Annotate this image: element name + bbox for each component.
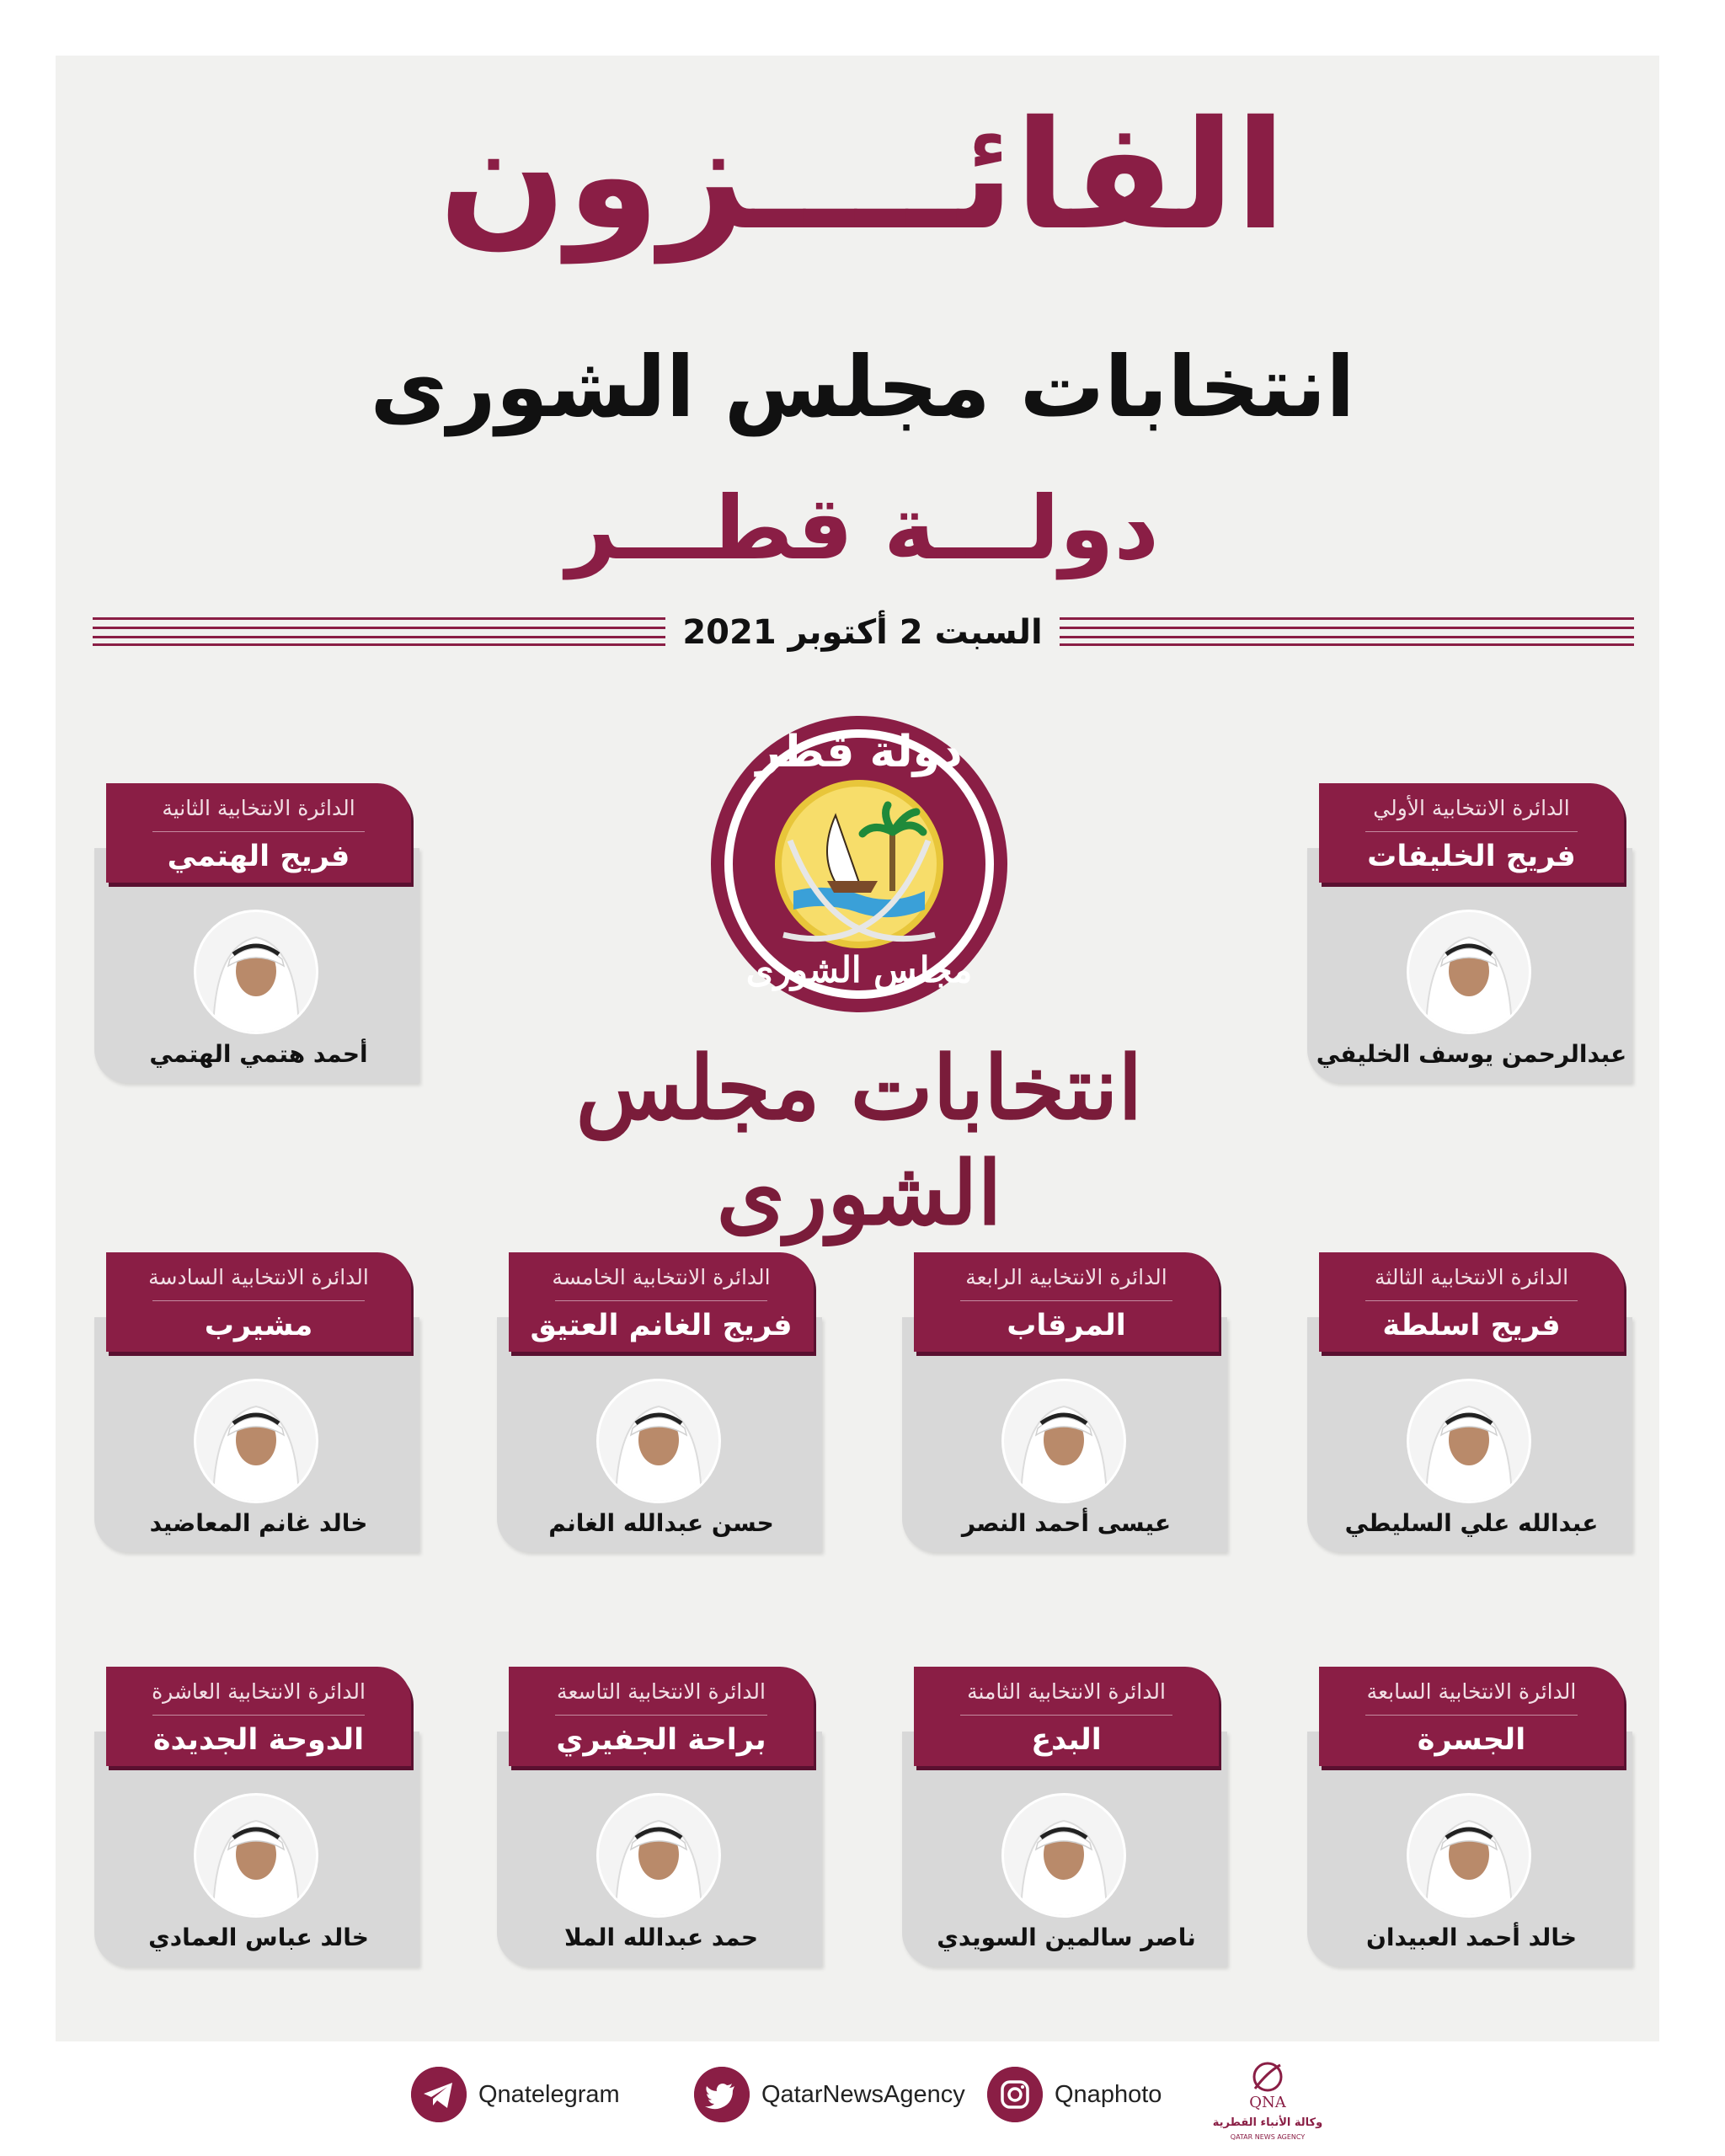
person-photo-icon <box>196 1796 316 1915</box>
winner-name: ناصر سالمين السويدي <box>937 1924 1196 1951</box>
telegram-handle: Qnatelegram <box>478 2080 620 2108</box>
area-name: الدوحة الجديدة <box>152 1723 365 1757</box>
country-title: دولـــة قطـــر <box>566 477 1159 579</box>
area-name: فريج الخليفات <box>1367 840 1576 873</box>
area-name: مشيرب <box>204 1309 313 1342</box>
winner-card <box>497 1252 825 1556</box>
election-date: السبت 2 أكتوبر 2021 <box>665 609 1059 656</box>
avatar <box>194 1379 318 1503</box>
winner-card <box>1307 1667 1636 1970</box>
winner-name: عبدالرحمن يوسف الخليفي <box>1316 1040 1627 1068</box>
header-divider <box>960 1715 1172 1716</box>
winner-card <box>1307 783 1636 1086</box>
header-divider <box>152 1715 365 1716</box>
area-name: فريج اسلطة <box>1382 1309 1561 1342</box>
area-name: البدع <box>1031 1723 1102 1757</box>
card-header <box>1319 1252 1624 1352</box>
calligraphy-title: انتخابات مجلس الشورى <box>575 1036 1143 1245</box>
winner-card <box>94 1252 423 1556</box>
card-header <box>509 1667 814 1766</box>
district-label: الدائرة الانتخابية الثالثة <box>1374 1265 1569 1289</box>
qna-arabic-text: وكالة الأنباء القطرية <box>1213 2116 1322 2129</box>
avatar <box>1407 1793 1531 1918</box>
qna-logo <box>1213 2055 1322 2148</box>
avatar <box>1407 910 1531 1034</box>
header-divider <box>152 1300 365 1301</box>
card-header <box>106 1252 411 1352</box>
card-header <box>1319 1667 1624 1766</box>
winner-card <box>94 1667 423 1970</box>
winner-name: خالد أحمد العبيدان <box>1365 1924 1578 1951</box>
person-photo-icon <box>1004 1381 1124 1501</box>
card-header <box>106 1667 411 1766</box>
winner-card <box>94 783 423 1086</box>
instagram-icon <box>987 2067 1043 2122</box>
header-divider <box>555 1715 767 1716</box>
district-label: الدائرة الانتخابية الثانية <box>162 796 355 820</box>
header-divider <box>1365 1715 1578 1716</box>
person-photo-icon <box>1409 912 1529 1032</box>
district-label: الدائرة الانتخابية الرابعة <box>965 1265 1167 1289</box>
avatar <box>194 910 318 1034</box>
winner-name: عيسى أحمد النصر <box>961 1509 1172 1537</box>
district-label: الدائرة الانتخابية التاسعة <box>557 1679 766 1704</box>
district-label: الدائرة الانتخابية السابعة <box>1366 1679 1577 1704</box>
emblem-top-text: دولة قطر <box>756 727 963 777</box>
person-photo-icon <box>599 1796 718 1915</box>
person-photo-icon <box>1004 1796 1124 1915</box>
winner-card <box>497 1667 825 1970</box>
page-title: الفائــــزون <box>438 88 1287 263</box>
header-divider <box>1365 831 1578 832</box>
district-label: الدائرة الانتخابية العاشرة <box>152 1679 366 1704</box>
telegram-icon <box>411 2067 467 2122</box>
shura-council-emblem-icon <box>709 714 1009 1014</box>
card-header <box>1319 783 1624 883</box>
winner-name: خالد غانم المعاضيد <box>149 1509 368 1537</box>
person-photo-icon <box>1409 1796 1529 1915</box>
header-divider <box>555 1300 767 1301</box>
avatar <box>1001 1379 1126 1503</box>
card-header <box>106 783 411 883</box>
instagram-link[interactable] <box>987 2065 1162 2124</box>
area-name: فريج الغانم العتيق <box>530 1309 793 1342</box>
winner-name: عبدالله علي السليطي <box>1344 1509 1599 1537</box>
header-divider <box>152 831 365 832</box>
district-label: الدائرة الانتخابية السادسة <box>148 1265 369 1289</box>
card-header <box>914 1252 1219 1352</box>
person-photo-icon <box>196 912 316 1032</box>
qna-english-text: QATAR NEWS AGENCY <box>1230 2133 1306 2141</box>
person-photo-icon <box>196 1381 316 1501</box>
winner-name: خالد عباس العمادي <box>148 1924 369 1951</box>
header-divider <box>1365 1300 1578 1301</box>
card-header <box>509 1252 814 1352</box>
avatar <box>596 1379 721 1503</box>
district-label: الدائرة الانتخابية الأولي <box>1373 796 1570 820</box>
card-header <box>914 1667 1219 1766</box>
winner-card <box>902 1667 1231 1970</box>
area-name: فريج الهتمي <box>167 840 350 873</box>
avatar <box>194 1793 318 1918</box>
winner-name: حمد عبدالله الملا <box>563 1924 758 1951</box>
district-label: الدائرة الانتخابية الخامسة <box>552 1265 771 1289</box>
person-photo-icon <box>1409 1381 1529 1501</box>
twitter-icon <box>694 2067 750 2122</box>
telegram-link[interactable] <box>411 2065 620 2124</box>
area-name: براحة الجفيري <box>556 1723 766 1757</box>
winner-card <box>1307 1252 1636 1556</box>
qna-logo-text: QNA <box>1249 2094 1286 2111</box>
twitter-handle: QatarNewsAgency <box>761 2080 965 2108</box>
date-row <box>0 609 1725 656</box>
instagram-handle: Qnaphoto <box>1055 2080 1162 2108</box>
area-name: المرقاب <box>1007 1309 1126 1342</box>
qna-logo-icon <box>1213 2055 1322 2148</box>
twitter-link[interactable] <box>694 2065 965 2124</box>
page-subtitle: انتخابات مجلس الشورى <box>370 338 1355 436</box>
winner-name: حسن عبدالله الغانم <box>548 1509 774 1537</box>
header-divider <box>960 1300 1172 1301</box>
person-photo-icon <box>599 1381 718 1501</box>
avatar <box>1407 1379 1531 1503</box>
winner-card <box>902 1252 1231 1556</box>
avatar <box>596 1793 721 1918</box>
area-name: الجسرة <box>1417 1723 1526 1757</box>
district-label: الدائرة الانتخابية الثامنة <box>967 1679 1166 1704</box>
emblem-bottom-text: مجلس الشورى <box>745 949 973 990</box>
avatar <box>1001 1793 1126 1918</box>
winner-name: أحمد هتمي الهتمي <box>149 1040 368 1068</box>
